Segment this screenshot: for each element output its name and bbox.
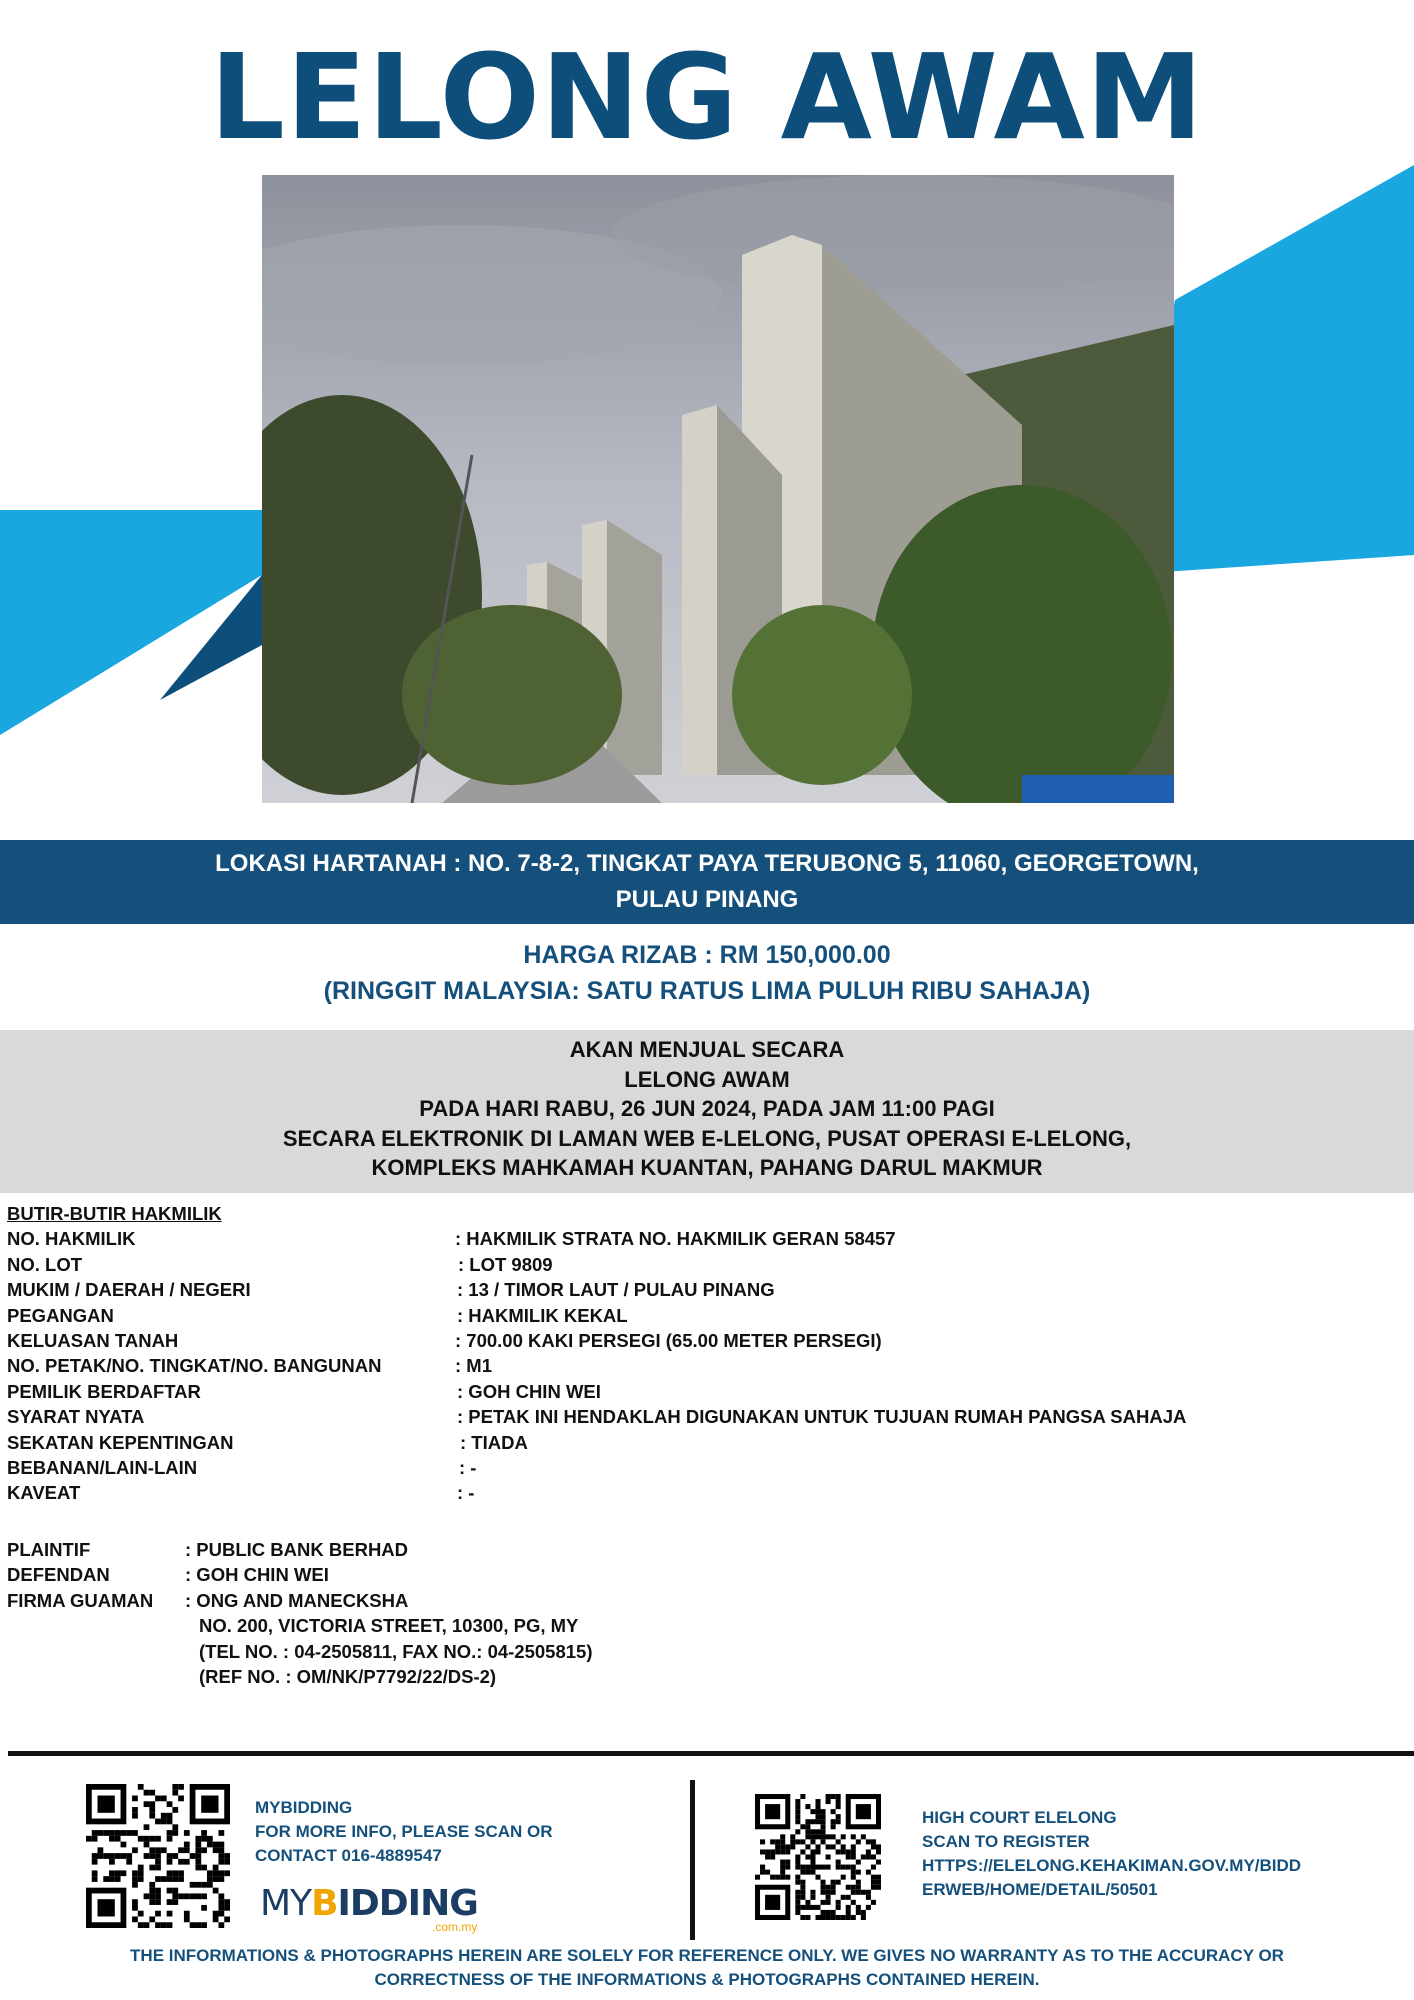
firm-label: FIRMA GUAMAN <box>7 1589 154 1611</box>
elelong-info <box>922 1806 1301 1902</box>
mybidding-logo-domain: .com.my <box>432 1920 478 1934</box>
elelong-scan-text: SCAN TO REGISTER <box>922 1832 1090 1851</box>
elelong-url-part-1[interactable]: HTTPS://ELELONG.KEHAKIMAN.GOV.MY/BIDD <box>922 1856 1302 1875</box>
sale-info-banner <box>0 1030 1414 1193</box>
firm-address: NO. 200, VICTORIA STREET, 10300, PG, MY <box>199 1615 579 1637</box>
disclaimer <box>60 1944 1354 1992</box>
sale-line-4: SECARA ELEKTRONIK DI LAMAN WEB E-LELONG, PUSAT OPERASI E-LELONG, <box>282 1125 1132 1151</box>
firm-ref: (REF NO. : OM/NK/P7792/22/DS-2) <box>199 1666 497 1687</box>
footer-divider <box>8 1751 1414 1756</box>
sale-line-1: AKAN MENJUAL SECARA <box>569 1037 845 1062</box>
detail-value: : GOH CHIN WEI <box>457 1380 601 1402</box>
disclaimer-line-2: CORRECTNESS OF THE INFORMATIONS & PHOTOGRAPHS CONTAINED HEREIN. <box>374 1970 1040 1989</box>
detail-value: : 700.00 KAKI PERSEGI (65.00 METER PERSEGI) <box>455 1330 882 1351</box>
disclaimer-line-1: THE INFORMATIONS & PHOTOGRAPHS HEREIN ARE SOLELY FOR REFERENCE ONLY. WE GIVES NO WARRANTY AS TO THE ACCURACY OR <box>130 1946 1284 1965</box>
logo-prefix: MY <box>260 1883 312 1924</box>
elelong-qr-code[interactable] <box>755 1794 881 1920</box>
elelong-url-part-2[interactable]: ERWEB/HOME/DETAIL/50501 <box>922 1880 1158 1899</box>
detail-label: KELUASAN TANAH <box>7 1330 179 1351</box>
location-line-1: LOKASI HARTANAH : NO. 7-8-2, TINGKAT PAYA TERUBONG 5, 11060, GEORGETOWN, <box>215 850 1199 877</box>
elelong-name: HIGH COURT ELELONG <box>922 1808 1117 1827</box>
location-banner <box>0 840 1414 924</box>
detail-label: PEMILIK BERDAFTAR <box>7 1380 201 1402</box>
location-line-2: PULAU PINANG <box>615 886 799 913</box>
mybidding-qr-code[interactable] <box>86 1784 230 1928</box>
detail-value: : TIADA <box>460 1431 528 1453</box>
detail-label: BEBANAN/LAIN-LAIN <box>7 1457 198 1478</box>
firm-tel-fax: (TEL NO. : 04-2505811, FAX NO.: 04-2505815) <box>199 1640 593 1662</box>
detail-label: NO. LOT <box>7 1253 83 1275</box>
logo-rest: IDDING <box>337 1883 478 1924</box>
detail-label: NO. HAKMILIK <box>7 1228 136 1250</box>
detail-label: KAVEAT <box>7 1482 81 1504</box>
detail-value: : 13 / TIMOR LAUT / PULAU PINANG <box>457 1279 775 1301</box>
title-details-section <box>7 1202 1407 1532</box>
logo-b: B <box>311 1883 338 1924</box>
detail-value: : LOT 9809 <box>458 1253 553 1275</box>
plaintiff-label: PLAINTIF <box>7 1539 91 1560</box>
reserve-price: HARGA RIZAB : RM 150,000.00 <box>523 941 891 969</box>
plaintiff-value: : PUBLIC BANK BERHAD <box>185 1539 409 1560</box>
detail-label: SYARAT NYATA <box>7 1406 145 1428</box>
detail-value: : PETAK INI HENDAKLAH DIGUNAKAN UNTUK TUJUAN RUMAH PANGSA SAHAJA <box>457 1406 1187 1428</box>
mybidding-logo <box>260 1883 478 1924</box>
firm-value: : ONG AND MANECKSHA <box>185 1589 409 1611</box>
mybidding-contact[interactable]: CONTACT 016-4889547 <box>255 1846 442 1865</box>
sale-line-2: LELONG AWAM <box>624 1066 790 1092</box>
defendant-label: DEFENDAN <box>7 1564 110 1586</box>
detail-value: : - <box>457 1482 475 1504</box>
detail-label: NO. PETAK/NO. TINGKAT/NO. BANGUNAN <box>7 1355 382 1377</box>
property-photo <box>262 175 1174 803</box>
reserve-price-words: (RINGGIT MALAYSIA: SATU RATUS LIMA PULUH RIBU SAHAJA) <box>323 977 1091 1005</box>
footer-vertical-divider <box>690 1780 695 1940</box>
mybidding-name: MYBIDDING <box>255 1798 353 1817</box>
parties-section <box>7 1538 907 1698</box>
detail-label: PEGANGAN <box>7 1304 114 1326</box>
page-title: LELONG AWAM <box>209 28 1205 166</box>
detail-value: : HAKMILIK KEKAL <box>457 1304 628 1326</box>
mybidding-info <box>255 1796 553 1868</box>
sale-line-3: PADA HARI RABU, 26 JUN 2024, PADA JAM 11:00 PAGI <box>419 1096 995 1121</box>
title-details-heading: BUTIR-BUTIR HAKMILIK <box>7 1203 222 1224</box>
mybidding-scan-text: FOR MORE INFO, PLEASE SCAN OR <box>255 1822 553 1841</box>
sale-line-5: KOMPLEKS MAHKAMAH KUANTAN, PAHANG DARUL MAKMUR <box>371 1155 1043 1180</box>
detail-label: MUKIM / DAERAH / NEGERI <box>7 1279 251 1301</box>
defendant-value: : GOH CHIN WEI <box>185 1564 329 1586</box>
detail-value: : - <box>459 1457 477 1478</box>
detail-label: SEKATAN KEPENTINGAN <box>7 1431 234 1453</box>
reserve-price-block <box>0 937 1414 1009</box>
detail-value: : M1 <box>455 1355 492 1377</box>
detail-value: : HAKMILIK STRATA NO. HAKMILIK GERAN 58457 <box>455 1228 896 1250</box>
